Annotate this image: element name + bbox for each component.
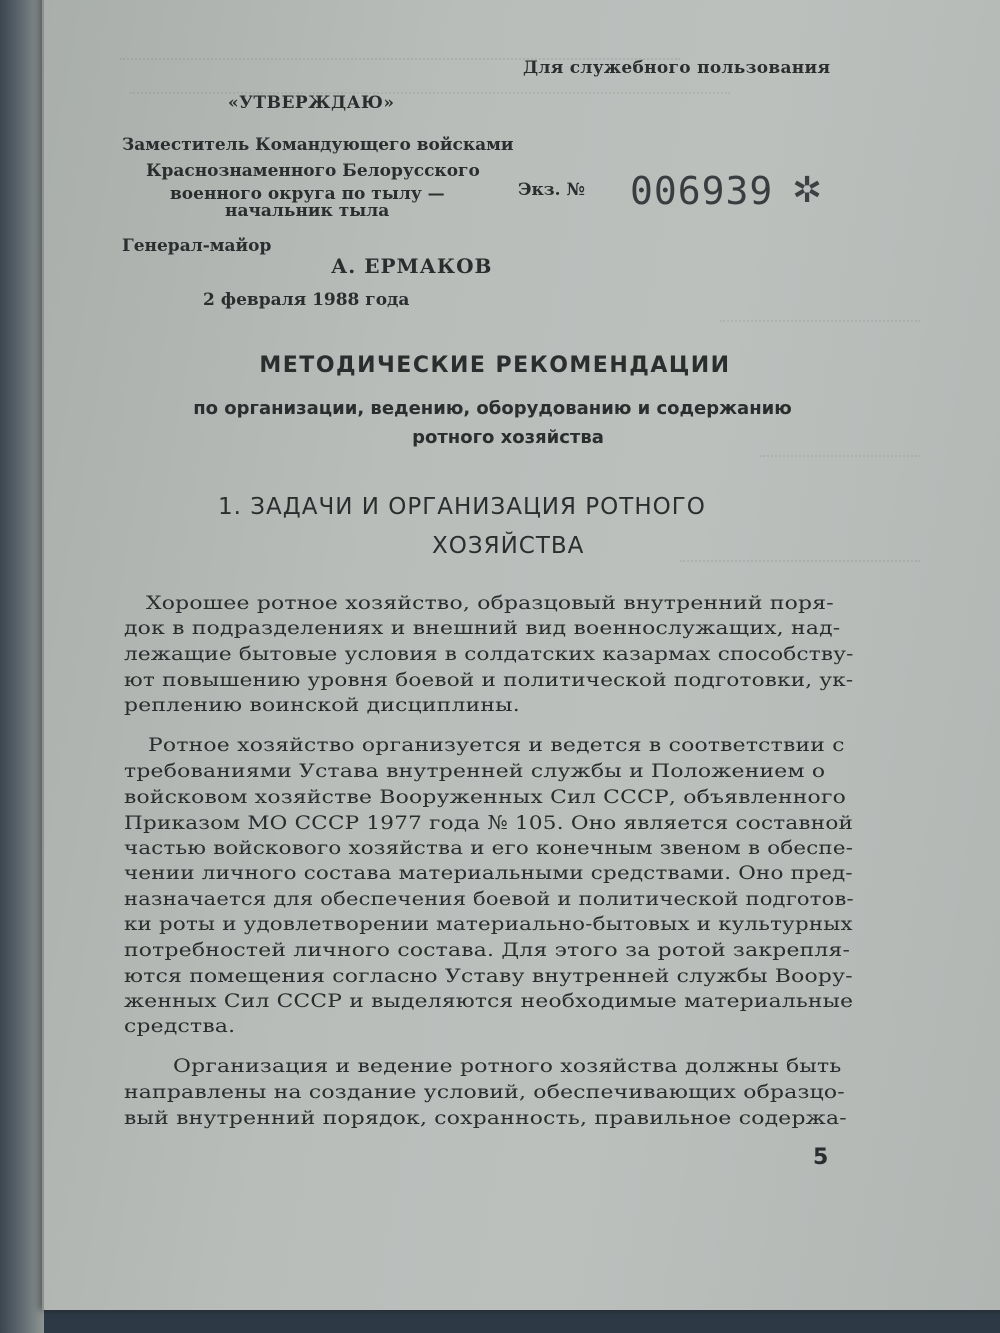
section-heading-line: 1. ЗАДАЧИ И ОРГАНИЗАЦИЯ РОТНОГО xyxy=(218,494,706,520)
copy-number: 006939 xyxy=(630,169,774,213)
paragraph-line: лежащие бытовые условия в солдатских казармах способству- xyxy=(124,643,854,665)
page-number: 5 xyxy=(813,1145,829,1170)
document-title: МЕТОДИЧЕСКИЕ РЕКОМЕНДАЦИИ xyxy=(259,353,731,378)
show-through-mark xyxy=(680,560,920,576)
paragraph-line: средства. xyxy=(124,1015,236,1037)
paragraph-line: направлены на создание условий, обеспечивающих образцо- xyxy=(124,1081,845,1103)
restriction-label: Для служебного пользования xyxy=(523,58,831,78)
paragraph-line: войсковом хозяйстве Вооруженных Сил СССР, объявленного xyxy=(124,786,847,808)
approver-line: Краснознаменного Белорусского xyxy=(146,161,480,181)
paragraph-line: вый внутренний порядок, сохранность, правильное содержа- xyxy=(124,1107,847,1129)
paragraph-line: чении личного состава материальными средствами. Оно пред- xyxy=(124,862,853,884)
paragraph-line: Организация и ведение ротного хозяйства должны быть xyxy=(173,1055,842,1077)
document-subtitle-line: по организации, ведению, оборудованию и содержанию xyxy=(193,398,792,419)
paragraph-line: женных Сил СССР и выделяются необходимые материальные xyxy=(124,990,854,1012)
approver-line: военного округа по тылу — xyxy=(170,184,445,204)
paragraph-line: док в подразделениях и внешний вид военнослужащих, над- xyxy=(124,617,841,639)
paragraph-line: назначается для обеспечения боевой и политической подготов- xyxy=(124,888,854,910)
document-subtitle-line: ротного хозяйства xyxy=(412,427,604,448)
paragraph-line: Хорошее ротное хозяйство, образцовый внутренний поря- xyxy=(146,592,834,614)
show-through-mark xyxy=(720,320,920,336)
paragraph-line: ются помещения согласно Уставу внутренней службы Воору- xyxy=(124,965,853,987)
approve-label: «УТВЕРЖДАЮ» xyxy=(228,93,395,113)
paragraph-line: Приказом МО СССР 1977 года № 105. Оно является составной xyxy=(124,812,854,834)
paragraph-line: ют повышению уровня боевой и политической подготовки, ук- xyxy=(124,669,854,691)
signatory-name: А. ЕРМАКОВ xyxy=(331,254,493,278)
asterisk-mark-icon: ✲ xyxy=(792,170,823,211)
rank-label: Генерал-майор xyxy=(122,236,272,256)
approver-line: Заместитель Командующего войсками xyxy=(122,135,514,155)
paragraph-line: потребностей личного состава. Для этого за ротой закрепля- xyxy=(124,939,851,961)
booklet-spine xyxy=(0,0,44,1333)
copy-label: Экз. № xyxy=(518,180,585,200)
paragraph-line: требованиями Устава внутренней службы и Положением о xyxy=(124,760,826,782)
paragraph-line: Ротное хозяйство организуется и ведется в соответствии с xyxy=(148,734,845,756)
paragraph-line: частью войскового хозяйства и его конечным звеном в обеспе- xyxy=(124,837,854,859)
paragraph-line: ки роты и удовлетворении материально-бытовых и культурных xyxy=(124,913,853,935)
show-through-mark xyxy=(760,455,920,471)
approval-date: 2 февраля 1988 года xyxy=(203,290,410,310)
approver-line: начальник тыла xyxy=(225,201,390,221)
section-heading-line: ХОЗЯЙСТВА xyxy=(432,533,585,559)
paragraph-line: реплению воинской дисциплины. xyxy=(124,694,520,716)
show-through-mark xyxy=(130,92,730,108)
